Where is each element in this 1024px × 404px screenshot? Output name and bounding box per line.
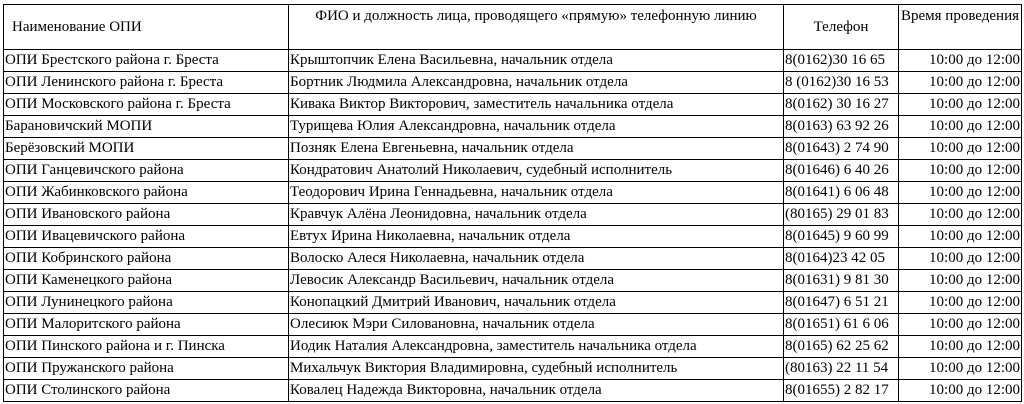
table-row xyxy=(4,116,1022,138)
table-row xyxy=(4,138,1022,160)
cell-time: 10:00 до 12:00 xyxy=(899,358,1022,380)
cell-phone: 8(0162)30 16 65 xyxy=(784,50,899,72)
cell-name: ОПИ Ивановского района xyxy=(4,204,289,226)
cell-time: 10:00 до 12:00 xyxy=(899,116,1022,138)
cell-person: Конопацкий Дмитрий Иванович, начальник отдела xyxy=(289,292,784,314)
cell-person: Теодорович Ирина Геннадьевна, начальник отдела xyxy=(289,182,784,204)
cell-time: 10:00 до 12:00 xyxy=(899,292,1022,314)
table-row xyxy=(4,72,1022,94)
cell-phone: 8(0164)23 42 05 xyxy=(784,248,899,270)
cell-person: Олесиюк Мэри Силовановна, начальник отдела xyxy=(289,314,784,336)
cell-person: Кравчук Алёна Леонидовна, начальник отдела xyxy=(289,204,784,226)
cell-name: ОПИ Жабинковского района xyxy=(4,182,289,204)
cell-phone: (80163) 22 11 54 xyxy=(784,358,899,380)
table-row xyxy=(4,336,1022,358)
cell-time: 10:00 до 12:00 xyxy=(899,270,1022,292)
header-phone: Телефон xyxy=(784,5,899,50)
cell-time: 10:00 до 12:00 xyxy=(899,314,1022,336)
cell-person: Левосик Александр Васильевич, начальник отдела xyxy=(289,270,784,292)
cell-time: 10:00 до 12:00 xyxy=(899,160,1022,182)
table-row xyxy=(4,292,1022,314)
header-person: ФИО и должность лица, проводящего «прямую» телефонную линию xyxy=(289,5,784,50)
cell-name: ОПИ Кобринского района xyxy=(4,248,289,270)
cell-person: Ковалец Надежда Викторовна, начальник отдела xyxy=(289,380,784,402)
cell-phone: 8(01641) 6 06 48 xyxy=(784,182,899,204)
cell-name: ОПИ Московского района г. Бреста xyxy=(4,94,289,116)
cell-time: 10:00 до 12:00 xyxy=(899,138,1022,160)
cell-time: 10:00 до 12:00 xyxy=(899,182,1022,204)
cell-person: Иодик Наталия Александровна, заместитель начальника отдела xyxy=(289,336,784,358)
cell-time: 10:00 до 12:00 xyxy=(899,50,1022,72)
contacts-table xyxy=(3,4,1022,402)
cell-name: ОПИ Каменецкого района xyxy=(4,270,289,292)
cell-phone: 8(0163) 63 92 26 xyxy=(784,116,899,138)
table-row xyxy=(4,94,1022,116)
cell-time: 10:00 до 12:00 xyxy=(899,94,1022,116)
cell-person: Турищева Юлия Александровна, начальник отдела xyxy=(289,116,784,138)
cell-person: Крыштопчик Елена Васильевна, начальник отдела xyxy=(289,50,784,72)
cell-person: Михальчук Виктория Владимировна, судебный исполнитель xyxy=(289,358,784,380)
cell-person: Позняк Елена Евгеньевна, начальник отдела xyxy=(289,138,784,160)
header-name: Наименование ОПИ xyxy=(4,5,289,50)
cell-name: ОПИ Малоритского района xyxy=(4,314,289,336)
cell-phone: 8(01651) 61 6 06 xyxy=(784,314,899,336)
table-row xyxy=(4,182,1022,204)
cell-phone: 8(01655) 2 82 17 xyxy=(784,380,899,402)
cell-name: Берёзовский МОПИ xyxy=(4,138,289,160)
cell-time: 10:00 до 12:00 xyxy=(899,226,1022,248)
cell-person: Волоско Алеся Николаевна, начальник отдела xyxy=(289,248,784,270)
cell-person: Бортник Людмила Александровна, начальник отдела xyxy=(289,72,784,94)
cell-phone: 8(01631) 9 81 30 xyxy=(784,270,899,292)
cell-person: Кивака Виктор Викторович, заместитель начальника отдела xyxy=(289,94,784,116)
table-row xyxy=(4,204,1022,226)
cell-phone: 8(01645) 9 60 99 xyxy=(784,226,899,248)
cell-name: ОПИ Брестского района г. Бреста xyxy=(4,50,289,72)
cell-phone: 8(01643) 2 74 90 xyxy=(784,138,899,160)
cell-phone: 8(01646) 6 40 26 xyxy=(784,160,899,182)
table-row xyxy=(4,226,1022,248)
table-row xyxy=(4,314,1022,336)
table-row xyxy=(4,50,1022,72)
cell-time: 10:00 до 12:00 xyxy=(899,72,1022,94)
cell-person: Кондратович Анатолий Николаевич, судебный исполнитель xyxy=(289,160,784,182)
cell-name: ОПИ Столинского района xyxy=(4,380,289,402)
table-header-row xyxy=(4,5,1022,50)
cell-name: ОПИ Ганцевичского района xyxy=(4,160,289,182)
cell-phone: 8(0162) 30 16 27 xyxy=(784,94,899,116)
cell-name: Барановичский МОПИ xyxy=(4,116,289,138)
cell-name: ОПИ Ленинского района г. Бреста xyxy=(4,72,289,94)
cell-time: 10:00 до 12:00 xyxy=(899,204,1022,226)
header-time: Время проведения xyxy=(899,5,1022,50)
table-row xyxy=(4,358,1022,380)
table-row xyxy=(4,160,1022,182)
cell-name: ОПИ Лунинецкого района xyxy=(4,292,289,314)
cell-phone: 8 (0162)30 16 53 xyxy=(784,72,899,94)
cell-time: 10:00 до 12:00 xyxy=(899,248,1022,270)
table-row xyxy=(4,380,1022,402)
cell-phone: 8(01647) 6 51 21 xyxy=(784,292,899,314)
cell-phone: 8(0165) 62 25 62 xyxy=(784,336,899,358)
cell-person: Евтух Ирина Николаевна, начальник отдела xyxy=(289,226,784,248)
cell-name: ОПИ Пружанского района xyxy=(4,358,289,380)
cell-name: ОПИ Пинского района и г. Пинска xyxy=(4,336,289,358)
cell-time: 10:00 до 12:00 xyxy=(899,336,1022,358)
cell-time: 10:00 до 12:00 xyxy=(899,380,1022,402)
cell-phone: (80165) 29 01 83 xyxy=(784,204,899,226)
table-row xyxy=(4,270,1022,292)
table-row xyxy=(4,248,1022,270)
cell-name: ОПИ Ивацевичского района xyxy=(4,226,289,248)
